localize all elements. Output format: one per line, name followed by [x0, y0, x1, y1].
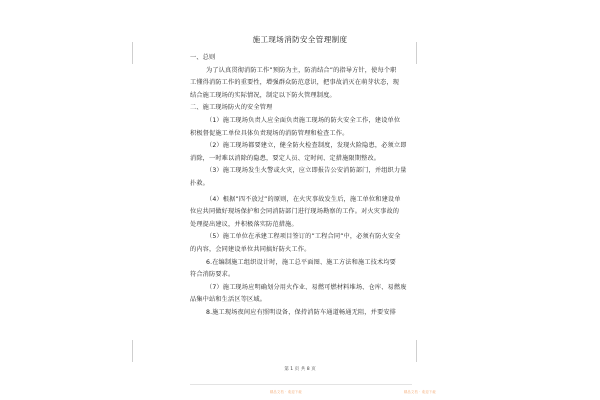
section-heading-fire-safety: 二、施工现场防火的安全管理: [190, 104, 273, 112]
paragraph-line: （5）施工单位在承建工程项目签订的”工程合同”中，必须有防火安全: [206, 233, 401, 241]
paragraph-line: 品集中站和生活区等区域。: [190, 296, 267, 304]
paragraph-line: （1）施工现场负责人应全面负责施工现场的防火安全工作，建设单位: [206, 116, 401, 124]
left-margin-mark-bottom: [132, 340, 133, 362]
paragraph-line: 结合施工现场的实际情况，制定以下防火管理制度。: [190, 91, 336, 99]
document-body: [190, 52, 412, 319]
paragraph-line: 工懂得消防工作的重要性，增强群众防范意识，把事故消灭在萌芽状态，现: [190, 79, 400, 87]
paragraph-line: 符合消防要求。: [190, 271, 235, 279]
watermark-left: 精品文档 · 欢迎下载: [270, 390, 302, 394]
page-number-footer: 第 1 页 共 8 页: [284, 367, 316, 372]
paragraph-line: 6.在编制施工组织设计时，施工总平面图、施工方法和施工技术均要: [206, 258, 396, 266]
paragraph-line: （2）施工现场都要建立，健全防火检查制度，发现火险隐患，必须立即: [206, 142, 407, 150]
paragraph-line: 消除，一时难以消除的隐患，要定人员、定时间、定措施限期整改。: [190, 154, 381, 162]
section-heading-general: 一、总则: [190, 54, 216, 61]
paragraph-line: 处理提出建议，并积极落实防范措施。: [190, 220, 298, 228]
paragraph-line: 扑救。: [190, 179, 210, 187]
paragraph-line: 位应共同做好现场保护和会同消防部门进行现场勘察的工作。对火灾事故的: [190, 208, 400, 216]
paragraph-line: 8.施工现场夜间应有照明设备，保持消防车通道畅通无阻，并要安排: [206, 308, 396, 316]
paragraph-line: 为了认真贯彻消防工作”预防为主，防消结合”的指导方针，使每个职: [206, 66, 397, 74]
watermark-right: 精品文档 · 欢迎下载: [404, 390, 436, 394]
paragraph-line: （7）施工现场应明确划分用火作业、易燃可燃材料堆场、仓库、易燃废: [206, 283, 407, 291]
paragraph-line: （4）根据”四不放过”的原则，在火灾事故发生后，施工单位和建设单: [206, 195, 401, 203]
bottom-rule: [190, 384, 412, 385]
paragraph-line: 的内容，会同建设单位共同搞好防火工作。: [190, 245, 311, 253]
document-title: 施工现场消防安全管理制度: [252, 35, 348, 44]
right-margin-mark-bottom: [416, 340, 417, 362]
paragraph-line: （3）施工现场发生火警或火灾，应立即报告公安消防部门，并组织力量: [206, 167, 407, 175]
right-margin-mark: [416, 42, 417, 64]
paragraph-line: 积极督促施工单位具体负责现场的消防管理和检查工作。: [190, 129, 349, 137]
left-margin-mark: [132, 42, 133, 64]
